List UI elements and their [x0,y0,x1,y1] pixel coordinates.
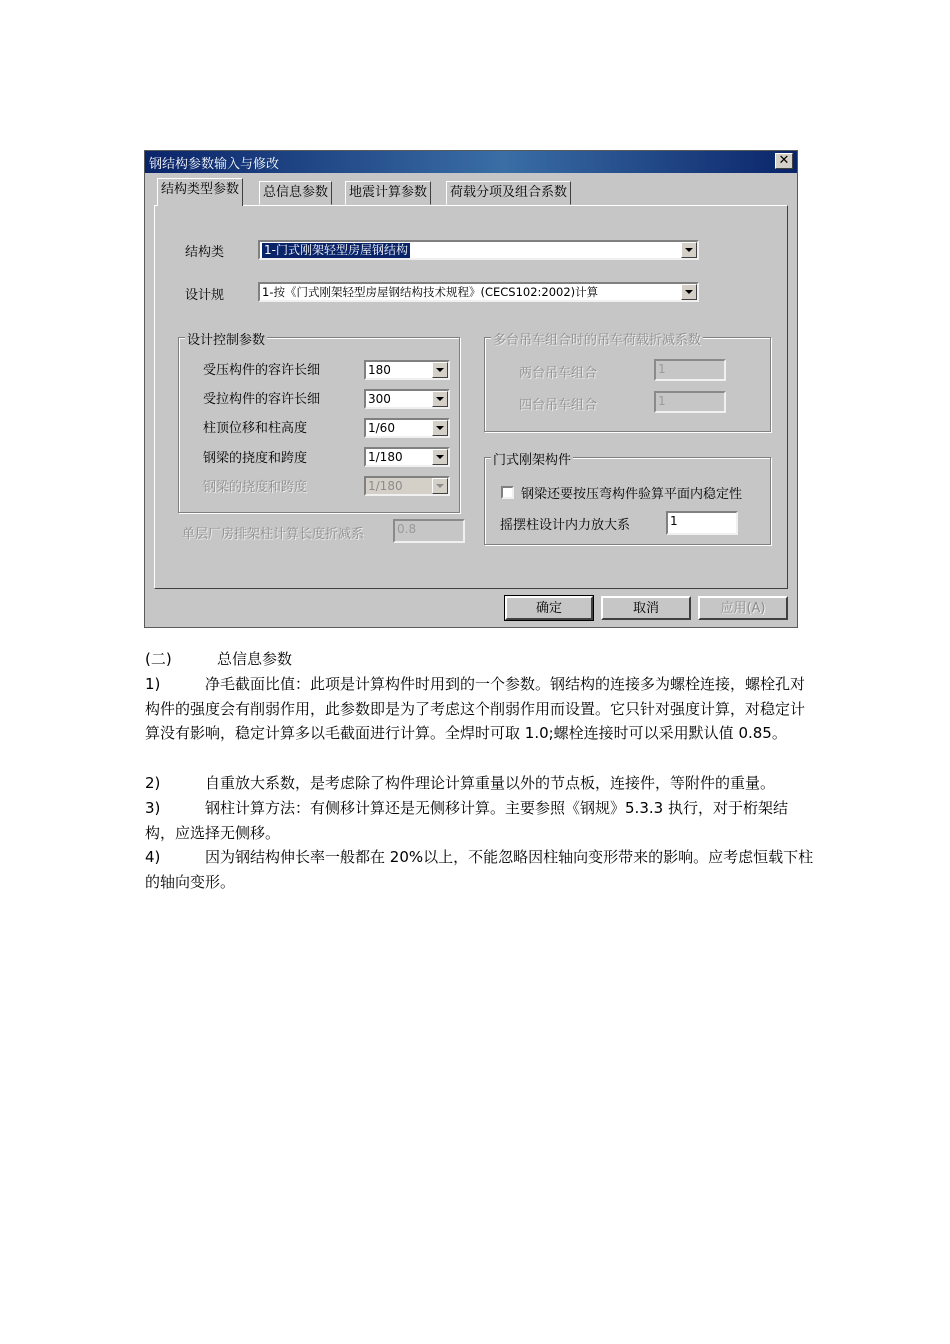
beam-deflection-select[interactable] [364,447,450,467]
tab-general-info[interactable]: 总信息参数 [259,181,332,205]
section-heading-text: 总信息参数 [217,650,293,668]
tension-slenderness-select[interactable] [364,389,450,409]
control-label-1: 受压构件的容许长细 [203,363,321,378]
chevron-down-icon [432,478,448,494]
design-code-value: 1-按《门式刚架轻型房屋钢结构技术规程》(CECS102:2002)计算 [262,285,599,299]
section-heading [145,647,815,672]
design-code-label: 设计规 [185,288,225,303]
crane-group-title: 多台吊车组合时的吊车荷载折减系数 [491,329,703,348]
dialog-title: 钢结构参数输入与修改 [149,157,280,172]
dialog-titlebar[interactable] [145,151,797,173]
control-label-2: 受拉构件的容许长细 [203,392,321,407]
single-bay-label: 单层厂房排架柱计算长度折减系 [182,527,365,542]
four-crane-label: 四台吊车组合 [519,398,598,413]
list-item-number: 2) [145,774,161,792]
section-heading-number: (二) [145,650,172,668]
control-label-4: 钢梁的挠度和跨度 [203,451,308,466]
column-drift-select[interactable] [364,418,450,438]
compression-slenderness-value: 180 [368,363,391,377]
list-item-number: 4) [145,848,161,866]
tab-seismic[interactable]: 地震计算参数 [345,181,431,205]
list-item-text: 钢柱计算方法：有侧移计算还是无侧移计算。主要参照《钢规》5.3.3 执行，对于桁架结构，应选择无侧移。 [145,799,788,842]
single-bay-input: 0.8 [393,519,465,543]
list-item-number: 3) [145,799,161,817]
crane-group [484,333,771,432]
close-icon: ✕ [778,153,790,168]
list-item [145,672,815,746]
beam-deflection-value: 1/180 [368,450,403,464]
beam-stability-checkbox[interactable] [501,486,514,499]
two-crane-label: 两台吊车组合 [519,366,598,381]
chevron-down-icon[interactable] [432,420,448,436]
structure-type-label: 结构类 [185,245,225,260]
portal-frame-title: 门式刚架构件 [491,449,573,468]
list-item-text: 净毛截面比值：此项是计算构件时用到的一个参数。钢结构的连接多为螺栓连接，螺栓孔对构件的强度会有削弱作用，此参数即是为了考虑这个削弱作用而设置。它只针对强度计算，对稳定计算没有影响，稳定计算多以毛截面进行计算。全焊时可取 1.0;螺栓连接时可以采用默认值 0.85。 [145,675,806,742]
list-item [145,771,815,796]
list-item-text: 因为钢结构伸长率一般都在 20%以上，不能忽略因柱轴向变形带来的影响。应考虑恒载下柱的轴向变形。 [145,848,814,891]
list-item [145,845,815,894]
control-label-3: 柱顶位移和柱高度 [203,421,308,436]
chevron-down-icon[interactable] [432,362,448,378]
beam-deflection-select-disabled [364,476,450,496]
steel-params-dialog [144,150,798,628]
tab-structure-type[interactable]: 结构类型参数 [157,178,243,206]
control-label-5: 钢梁的挠度和跨度 [203,480,308,495]
two-crane-input: 1 [654,359,726,381]
apply-button: 应用(A) [698,596,788,620]
beam-deflection-value-disabled: 1/180 [368,479,403,493]
design-code-select[interactable] [258,282,699,302]
tab-load-factors[interactable]: 荷载分项及组合系数 [446,181,571,205]
structure-type-value: 1-门式刚架轻型房屋钢结构 [264,243,408,257]
list-item [145,796,815,845]
chevron-down-icon[interactable] [432,391,448,407]
sway-column-label: 摇摆柱设计内力放大系 [500,518,631,533]
chevron-down-icon[interactable] [681,284,697,300]
beam-stability-label-clip [521,483,761,502]
ok-button[interactable]: 确定 [505,596,593,620]
sway-column-input[interactable]: 1 [666,511,738,535]
list-item-number: 1) [145,675,161,693]
beam-stability-label: 钢梁还要按压弯构件验算平面内稳定性 [521,487,743,502]
close-button[interactable] [775,153,793,169]
four-crane-input: 1 [654,391,726,413]
chevron-down-icon[interactable] [681,242,697,258]
cancel-button[interactable]: 取消 [601,596,691,620]
design-control-title: 设计控制参数 [185,329,267,348]
structure-type-select[interactable] [258,240,699,260]
compression-slenderness-select[interactable] [364,360,450,380]
tension-slenderness-value: 300 [368,392,391,406]
list-item-text: 自重放大系数，是考虑除了构件理论计算重量以外的节点板，连接件，等附件的重量。 [205,774,776,792]
column-drift-value: 1/60 [368,421,395,435]
chevron-down-icon[interactable] [432,449,448,465]
